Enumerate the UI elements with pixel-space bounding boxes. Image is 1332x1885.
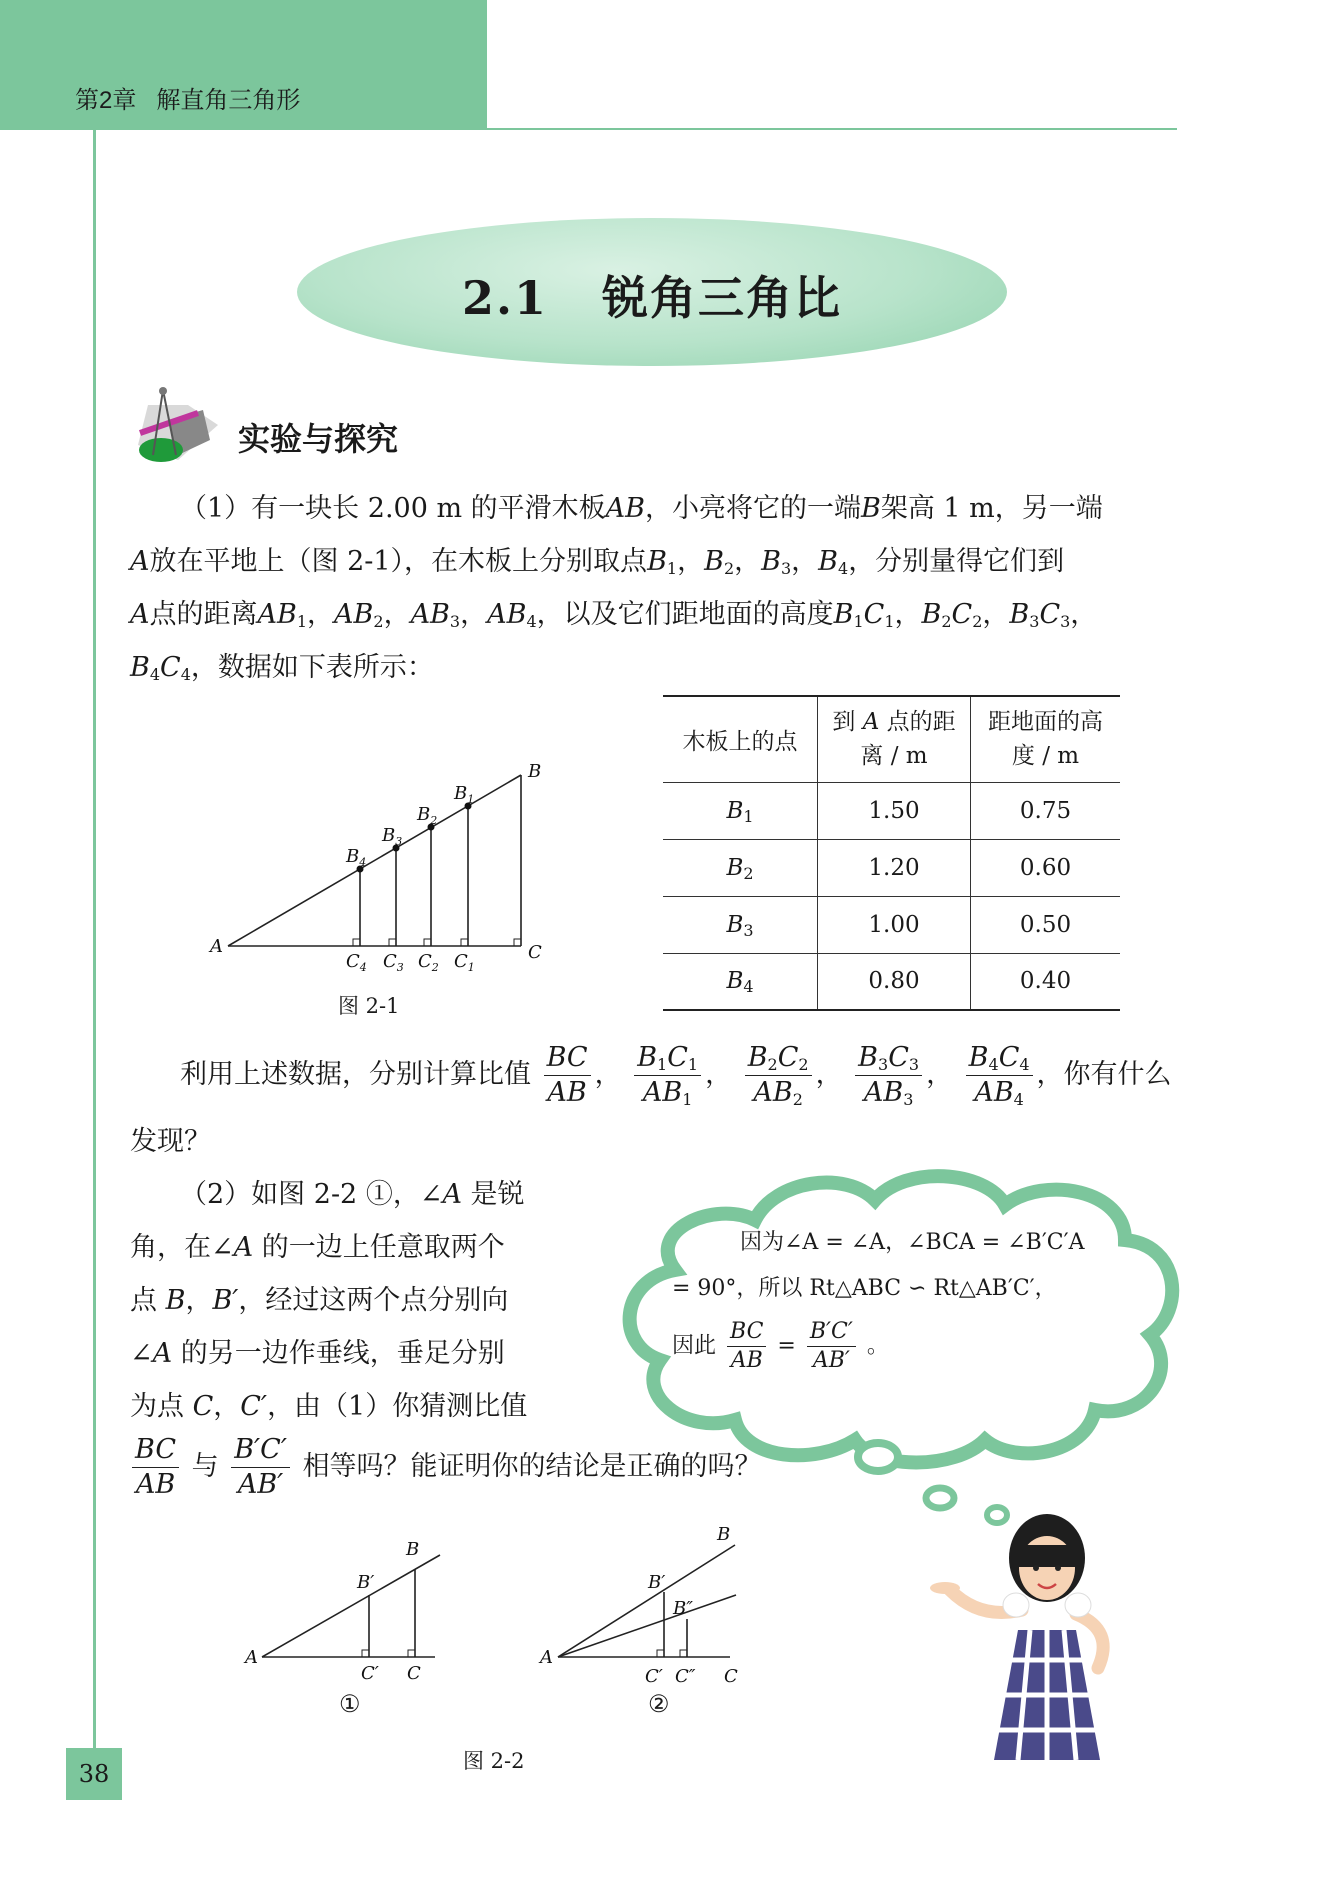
para1-line3: A点的距离$AB_1$，$AB_2$，$AB_3$，$AB_4$，以及它们距地面的高度$B_1C_1$，$B_2C_2$，$B_3C_3$， — [130, 599, 1098, 631]
svg-text:C: C — [724, 1666, 738, 1687]
figure-2-1 — [200, 755, 560, 974]
para2-line2: 角，在∠A 的一边上任意取两个 — [130, 1232, 505, 1263]
cloud-line2: = 90°，所以 Rt△ABC ∽ Rt△AB′C′， — [672, 1276, 1057, 1301]
figure-2-2-caption: 图 2-2 — [463, 1749, 525, 1773]
svg-text:A: A — [245, 1647, 258, 1668]
svg-text:C″: C″ — [675, 1666, 696, 1687]
ratio-line-2: 发现？ — [130, 1126, 211, 1157]
svg-text:C: C — [528, 942, 542, 963]
para1-line1: （1）有一块长 2.00 m 的平滑木板AB，小亮将它的一端B架高 1 m，另一端 — [180, 493, 1103, 524]
table-cell: 1.20 — [818, 839, 971, 896]
cloud-line3: 因此 $\frac{BC}{AB}$ = $\frac{B'C'}{AB'}$ 。 — [672, 1319, 889, 1373]
table-row — [663, 896, 1120, 953]
para2-line6: $\frac{BC}{AB}$ 与 $\frac{B'C'}{AB'}$ 相等吗？能证明你的结论是正确的吗？ — [128, 1432, 762, 1502]
table-cell: 0.80 — [818, 953, 971, 1010]
para2-line1: （2）如图 2-2 ①，∠A 是锐 — [180, 1179, 525, 1210]
table-cell: $B_3$ — [726, 911, 754, 940]
figure-2-1-caption: 图 2-1 — [338, 994, 400, 1018]
table-cell: $B_1$ — [726, 797, 754, 826]
svg-text:B′: B′ — [648, 1572, 666, 1593]
table-cell: 0.75 — [971, 782, 1121, 839]
table-cell: 0.50 — [971, 896, 1121, 953]
figure-2-2-label-2: ② — [648, 1690, 670, 1718]
svg-text:B: B — [528, 761, 542, 782]
svg-text:B: B — [406, 1539, 420, 1560]
svg-text:C: C — [407, 1663, 421, 1684]
svg-text:B4: $B_4$ — [346, 846, 367, 869]
svg-text:C3: $C_3$ — [383, 951, 404, 974]
table-cell: 1.00 — [818, 896, 971, 953]
girl-illustration — [930, 1510, 1145, 1760]
section-heading: 2.1 锐角三角比 — [461, 271, 843, 325]
svg-text:B1: $B_1$ — [454, 783, 475, 806]
para2-line3: 点 B，B′，经过这两个点分别向 — [130, 1285, 509, 1316]
table-row — [663, 953, 1120, 1010]
table-header: 距地面的高 度 / m — [971, 696, 1121, 782]
para1-line4: $B_4C_4$，数据如下表所示： — [130, 652, 434, 684]
svg-text:C′: C′ — [645, 1666, 663, 1687]
table-row — [663, 839, 1120, 896]
svg-text:C2: $C_2$ — [418, 951, 439, 974]
figure-2-2-part-2 — [530, 1510, 750, 1690]
ratio-line: 利用上述数据，分别计算比值 $\frac{BC}{AB}$ ， $\frac{B_1C_1}{AB_1}$ ， $\frac{B_2C_2}{AB_2}$ ， $\frac{B_3C_3}{AB_3}$ ， $\frac{B_4C_4}{AB_4}$ ，你有什么 — [180, 1042, 1172, 1109]
table-cell: 0.60 — [971, 839, 1121, 896]
margin-line — [93, 130, 96, 1750]
svg-text:B: B — [717, 1524, 731, 1545]
table-cell: 1.50 — [818, 782, 971, 839]
table-cell: $B_4$ — [726, 968, 754, 997]
svg-text:B3: $B_3$ — [382, 825, 403, 848]
para2-line5: 为点 C，C′，由（1）你猜测比值 — [130, 1391, 528, 1422]
header-rule — [487, 128, 1177, 130]
table-row — [663, 782, 1120, 839]
section-subheading: 实验与探究 — [238, 420, 399, 458]
para1-line2: A放在平地上（图 2-1），在木板上分别取点$B_1$，$B_2$，$B_3$，$B_4$，分别量得它们到 — [130, 546, 1065, 578]
table-header-row — [663, 696, 1120, 782]
data-table — [663, 695, 1120, 1011]
table-cell: 0.40 — [971, 953, 1121, 1010]
table-header: 木板上的点 — [682, 728, 798, 755]
svg-text:A: A — [210, 936, 223, 957]
page-number: 38 — [66, 1748, 122, 1800]
experiment-icon — [128, 385, 224, 471]
para2-line4: ∠A 的另一边作垂线，垂足分别 — [130, 1338, 505, 1369]
figure-2-2-label-1: ① — [339, 1690, 361, 1718]
svg-text:C1: $C_1$ — [454, 951, 475, 974]
table-cell: $B_2$ — [726, 854, 754, 883]
svg-text:B2: $B_2$ — [417, 804, 438, 827]
svg-text:B′: B′ — [357, 1572, 375, 1593]
table-header: 到 A 点的距 离 / m — [818, 696, 971, 782]
svg-text:B″: B″ — [673, 1598, 693, 1619]
svg-text:C4: $C_4$ — [346, 951, 367, 974]
chapter-title: 第2章 解直角三角形 — [75, 87, 301, 114]
svg-text:C′: C′ — [361, 1663, 379, 1684]
svg-text:A: A — [540, 1647, 553, 1668]
figure-2-2-part-1 — [240, 1525, 450, 1685]
cloud-line1: 因为∠A = ∠A，∠BCA = ∠B′C′A — [740, 1230, 1085, 1255]
